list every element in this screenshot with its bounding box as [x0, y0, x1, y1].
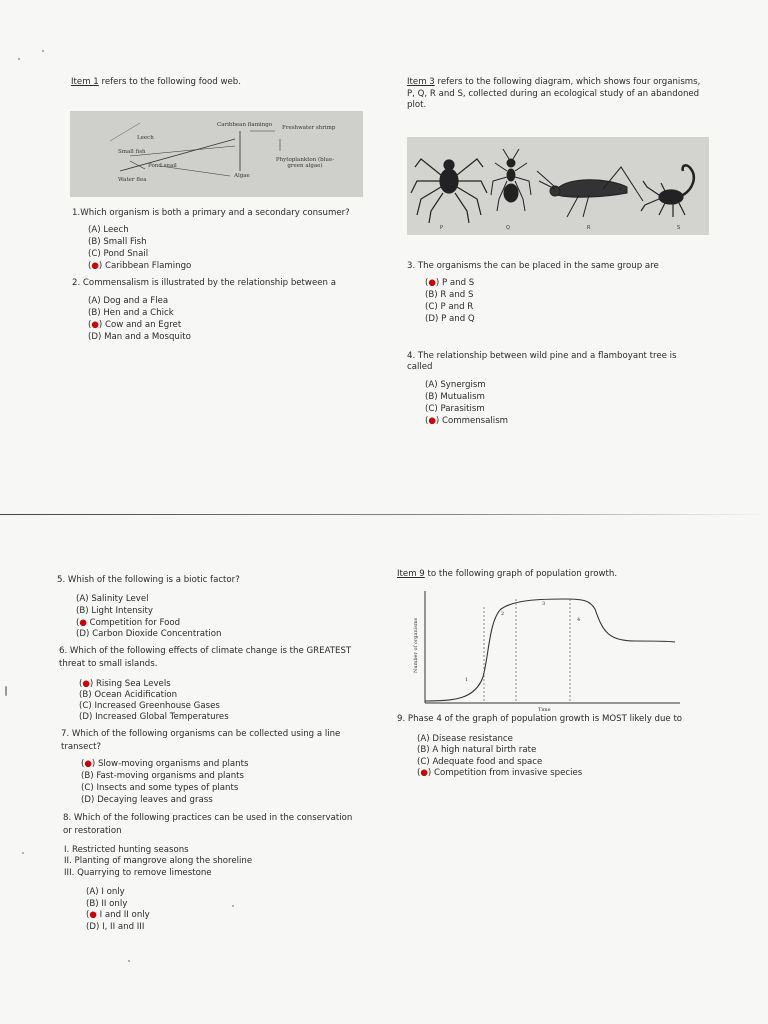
option-text: Increased Greenhouse Gases	[94, 701, 220, 711]
option-label: (	[425, 416, 429, 426]
option-text: Leech	[103, 225, 129, 235]
organism-label-r: R	[587, 225, 591, 231]
item9-reference: Item 9	[397, 569, 425, 579]
option-text: Salinity Level	[91, 594, 149, 604]
option-label: (C)	[425, 404, 438, 414]
option-text: ) Rising Sea Levels	[89, 679, 171, 689]
scan-speck	[18, 58, 20, 60]
option-label: (C)	[88, 249, 101, 259]
option-text: ) Competition from invasive species	[427, 768, 583, 778]
scan-speck	[128, 960, 130, 962]
answer-mark: ●	[91, 261, 99, 271]
option-text: Light Intensity	[91, 606, 153, 616]
q3-option-d[interactable]	[425, 314, 475, 325]
option-text: Increased Global Temperatures	[95, 712, 229, 722]
organisms-figure	[407, 137, 709, 235]
scan-speck	[42, 50, 44, 52]
q6-option-c[interactable]	[79, 701, 220, 712]
option-label: (C)	[79, 701, 92, 711]
phase-label-4: 4	[577, 617, 581, 623]
option-text: ) Cow and an Egret	[98, 320, 182, 330]
scan-speck	[5, 686, 7, 696]
option-text: ) Caribbean Flamingo	[98, 261, 192, 271]
option-text: Dog and a Flea	[103, 296, 169, 306]
spider-icon	[411, 159, 487, 223]
option-text: Mutualism	[440, 392, 485, 402]
option-text: Synergism	[440, 380, 486, 390]
ant-icon	[491, 149, 531, 211]
option-label: (A)	[88, 296, 101, 306]
q4-option-d-selected[interactable]	[425, 416, 508, 427]
section-divider	[0, 514, 768, 515]
option-label: (B)	[76, 606, 89, 616]
item3-intro-text: refers to the following diagram, which shows four organisms,	[434, 77, 701, 87]
q2-option-a[interactable]	[88, 296, 168, 307]
organism-label-p: P	[440, 225, 444, 231]
q1-option-c[interactable]	[88, 249, 148, 260]
q6-option-d[interactable]	[79, 712, 229, 723]
q6-option-a-selected[interactable]	[79, 679, 171, 690]
option-text: Decaying leaves and grass	[97, 795, 213, 805]
q8-statement-3: III. Quarrying to remove limestone	[64, 868, 212, 878]
option-label: (B)	[425, 392, 438, 402]
population-curve	[425, 599, 675, 701]
phase-label-3: 3	[542, 601, 546, 607]
item9-intro	[397, 569, 617, 580]
q5-option-c-selected[interactable]	[76, 618, 180, 629]
option-label: (	[88, 320, 92, 330]
question-8-text-line2: or restoration	[63, 826, 122, 836]
q8-option-c-selected[interactable]	[86, 910, 150, 921]
option-label: (B)	[417, 745, 430, 755]
q5-option-d[interactable]	[76, 629, 222, 640]
option-text: P and R	[440, 302, 474, 312]
food-web-label-shrimp: Freshwater shrimp	[282, 125, 336, 131]
answer-mark: ●	[82, 679, 90, 689]
item3-intro-line2: P, Q, R and S, collected during an ecological study of an abandoned	[407, 89, 700, 99]
option-text: II only	[101, 899, 128, 909]
option-label: (	[425, 278, 429, 288]
item1-intro	[71, 77, 241, 88]
food-web-label-pond-snail: Pond snail	[148, 163, 177, 169]
answer-mark: ●	[91, 320, 99, 330]
option-label: (A)	[76, 594, 89, 604]
q8-option-b[interactable]	[86, 899, 127, 910]
scan-speck	[22, 852, 24, 854]
option-label: (B)	[86, 899, 99, 909]
option-label: (A)	[86, 887, 99, 897]
q3-option-b[interactable]	[425, 290, 473, 301]
option-label: (C)	[417, 757, 430, 767]
option-text: Hen and a Chick	[103, 308, 174, 318]
q7-option-b[interactable]	[81, 771, 244, 782]
q1-option-b[interactable]	[88, 237, 147, 248]
question-2-text: 2. Commensalism is illustrated by the relationship between a	[72, 278, 336, 288]
q7-option-d[interactable]	[81, 795, 213, 806]
option-text: Insects and some types of plants	[96, 783, 239, 793]
question-8-text-line1: 8. Which of the following practices can be used in the conservation	[63, 813, 353, 823]
option-text: Ocean Acidification	[94, 690, 178, 700]
answer-mark: ●	[428, 278, 436, 288]
food-web-label-phytoplankton: Phytoplankton (blue-green algae)	[275, 157, 335, 169]
option-text: A high natural birth rate	[432, 745, 537, 755]
q8-statement-1: I. Restricted hunting seasons	[64, 845, 189, 855]
question-1-text: 1.Which organism is both a primary and a secondary consumer?	[72, 208, 350, 218]
option-text: ) Commensalism	[435, 416, 509, 426]
option-label: (A)	[425, 380, 438, 390]
grasshopper-icon	[537, 167, 643, 217]
question-6-text-line1: 6. Which of the following effects of climate change is the GREATEST	[59, 646, 352, 656]
option-label: (	[417, 768, 421, 778]
question-5-text: 5. Whish of the following is a biotic factor?	[57, 575, 240, 585]
q9-option-c[interactable]	[417, 757, 542, 768]
answer-mark: ●	[79, 618, 87, 628]
q8-option-a[interactable]	[86, 887, 125, 898]
answer-mark: ●	[89, 910, 97, 920]
phase-label-1: 1	[465, 677, 469, 683]
option-label: (D)	[88, 332, 102, 342]
q1-option-d-selected[interactable]	[88, 261, 191, 272]
graph-y-label: Number of organisms	[413, 617, 419, 673]
q2-option-b[interactable]	[88, 308, 174, 319]
option-label: (	[88, 261, 92, 271]
option-text: Disease resistance	[432, 734, 513, 744]
scorpion-icon	[641, 165, 694, 217]
q8-statement-2: II. Planting of mangrove along the shoreline	[64, 856, 253, 866]
q2-option-d[interactable]	[88, 332, 191, 343]
option-text: I, II and III	[102, 922, 145, 932]
option-label: (	[79, 679, 83, 689]
option-label: (	[86, 910, 90, 920]
item1-reference: Item 1	[71, 77, 99, 87]
phase-label-2: 2	[501, 611, 505, 617]
option-text: P and Q	[441, 314, 475, 324]
organism-drawings	[407, 137, 709, 235]
q5-option-b[interactable]	[76, 606, 153, 617]
option-label: (C)	[425, 302, 438, 312]
option-label: (D)	[76, 629, 90, 639]
item9-intro-text: to the following graph of population growth.	[424, 569, 618, 579]
option-label: (	[76, 618, 80, 628]
option-text: R and S	[440, 290, 474, 300]
option-text: Adequate food and space	[432, 757, 543, 767]
q4-option-b[interactable]	[425, 392, 485, 403]
item3-reference: Item 3	[407, 77, 435, 87]
option-text: ) Slow-moving organisms and plants	[91, 759, 249, 769]
option-label: (A)	[417, 734, 430, 744]
population-growth-graph	[405, 585, 685, 713]
option-text: Pond Snail	[103, 249, 149, 259]
option-label: (B)	[88, 237, 101, 247]
q7-option-c[interactable]	[81, 783, 238, 794]
option-text: Parasitism	[440, 404, 485, 414]
option-label: (B)	[79, 690, 92, 700]
option-label: (D)	[79, 712, 93, 722]
option-text: Small Fish	[103, 237, 147, 247]
option-label: (B)	[88, 308, 101, 318]
option-text: I only	[101, 887, 125, 897]
question-4-text-line2: called	[407, 362, 433, 372]
option-text: ) P and S	[435, 278, 475, 288]
question-7-text-line2: transect?	[61, 742, 102, 752]
food-web-label-flamingo: Caribbean flamingo	[217, 122, 273, 128]
q4-option-c[interactable]	[425, 404, 485, 415]
scan-speck	[232, 905, 234, 907]
food-web-label-algae: Algae	[234, 173, 250, 179]
question-3-text: 3. The organisms the can be placed in the same group are	[407, 261, 659, 271]
food-web-label-small-fish: Small fish	[118, 149, 146, 155]
food-web-label-water-flea: Water flea	[118, 177, 147, 183]
q2-option-c-selected[interactable]	[88, 320, 181, 331]
q3-option-c[interactable]	[425, 302, 473, 313]
food-web-figure	[70, 111, 363, 197]
option-label: (A)	[88, 225, 101, 235]
option-label: (D)	[86, 922, 100, 932]
answer-mark: ●	[420, 768, 428, 778]
q8-option-d[interactable]	[86, 922, 144, 933]
item3-intro-line1	[407, 77, 700, 88]
question-7-text-line1: 7. Which of the following organisms can be collected using a line	[61, 729, 341, 739]
q4-option-a[interactable]	[425, 380, 486, 391]
q9-option-a[interactable]	[417, 734, 513, 745]
q5-option-a[interactable]	[76, 594, 149, 605]
food-web-label-leech: Leech	[137, 135, 154, 141]
organism-label-s: S	[677, 225, 681, 231]
answer-mark: ●	[428, 416, 436, 426]
item1-intro-text: refers to the following food web.	[98, 77, 241, 87]
question-4-text-line1: 4. The relationship between wild pine and a flamboyant tree is	[407, 351, 677, 361]
q1-option-a[interactable]	[88, 225, 129, 236]
organism-label-q: Q	[506, 225, 510, 231]
question-9-text: 9. Phase 4 of the graph of population growth is MOST likely due to	[397, 714, 683, 724]
option-label: (D)	[425, 314, 439, 324]
q9-option-b[interactable]	[417, 745, 536, 756]
option-text: Competition for Food	[86, 618, 181, 628]
option-label: (	[81, 759, 85, 769]
option-text: Carbon Dioxide Concentration	[92, 629, 222, 639]
q6-option-b[interactable]	[79, 690, 177, 701]
answer-mark: ●	[84, 759, 92, 769]
option-label: (D)	[81, 795, 95, 805]
option-text: Man and a Mosquito	[104, 332, 191, 342]
option-label: (B)	[81, 771, 94, 781]
q7-option-a-selected[interactable]	[81, 759, 248, 770]
question-6-text-line2: threat to small islands.	[59, 659, 158, 669]
q3-option-a-selected[interactable]	[425, 278, 474, 289]
q9-option-d-selected[interactable]	[417, 768, 582, 779]
option-text: Fast-moving organisms and plants	[96, 771, 245, 781]
option-label: (B)	[425, 290, 438, 300]
option-text: I and II only	[96, 910, 150, 920]
item3-intro-line3: plot.	[407, 100, 427, 110]
option-label: (C)	[81, 783, 94, 793]
graph-x-label: Time	[538, 707, 551, 713]
